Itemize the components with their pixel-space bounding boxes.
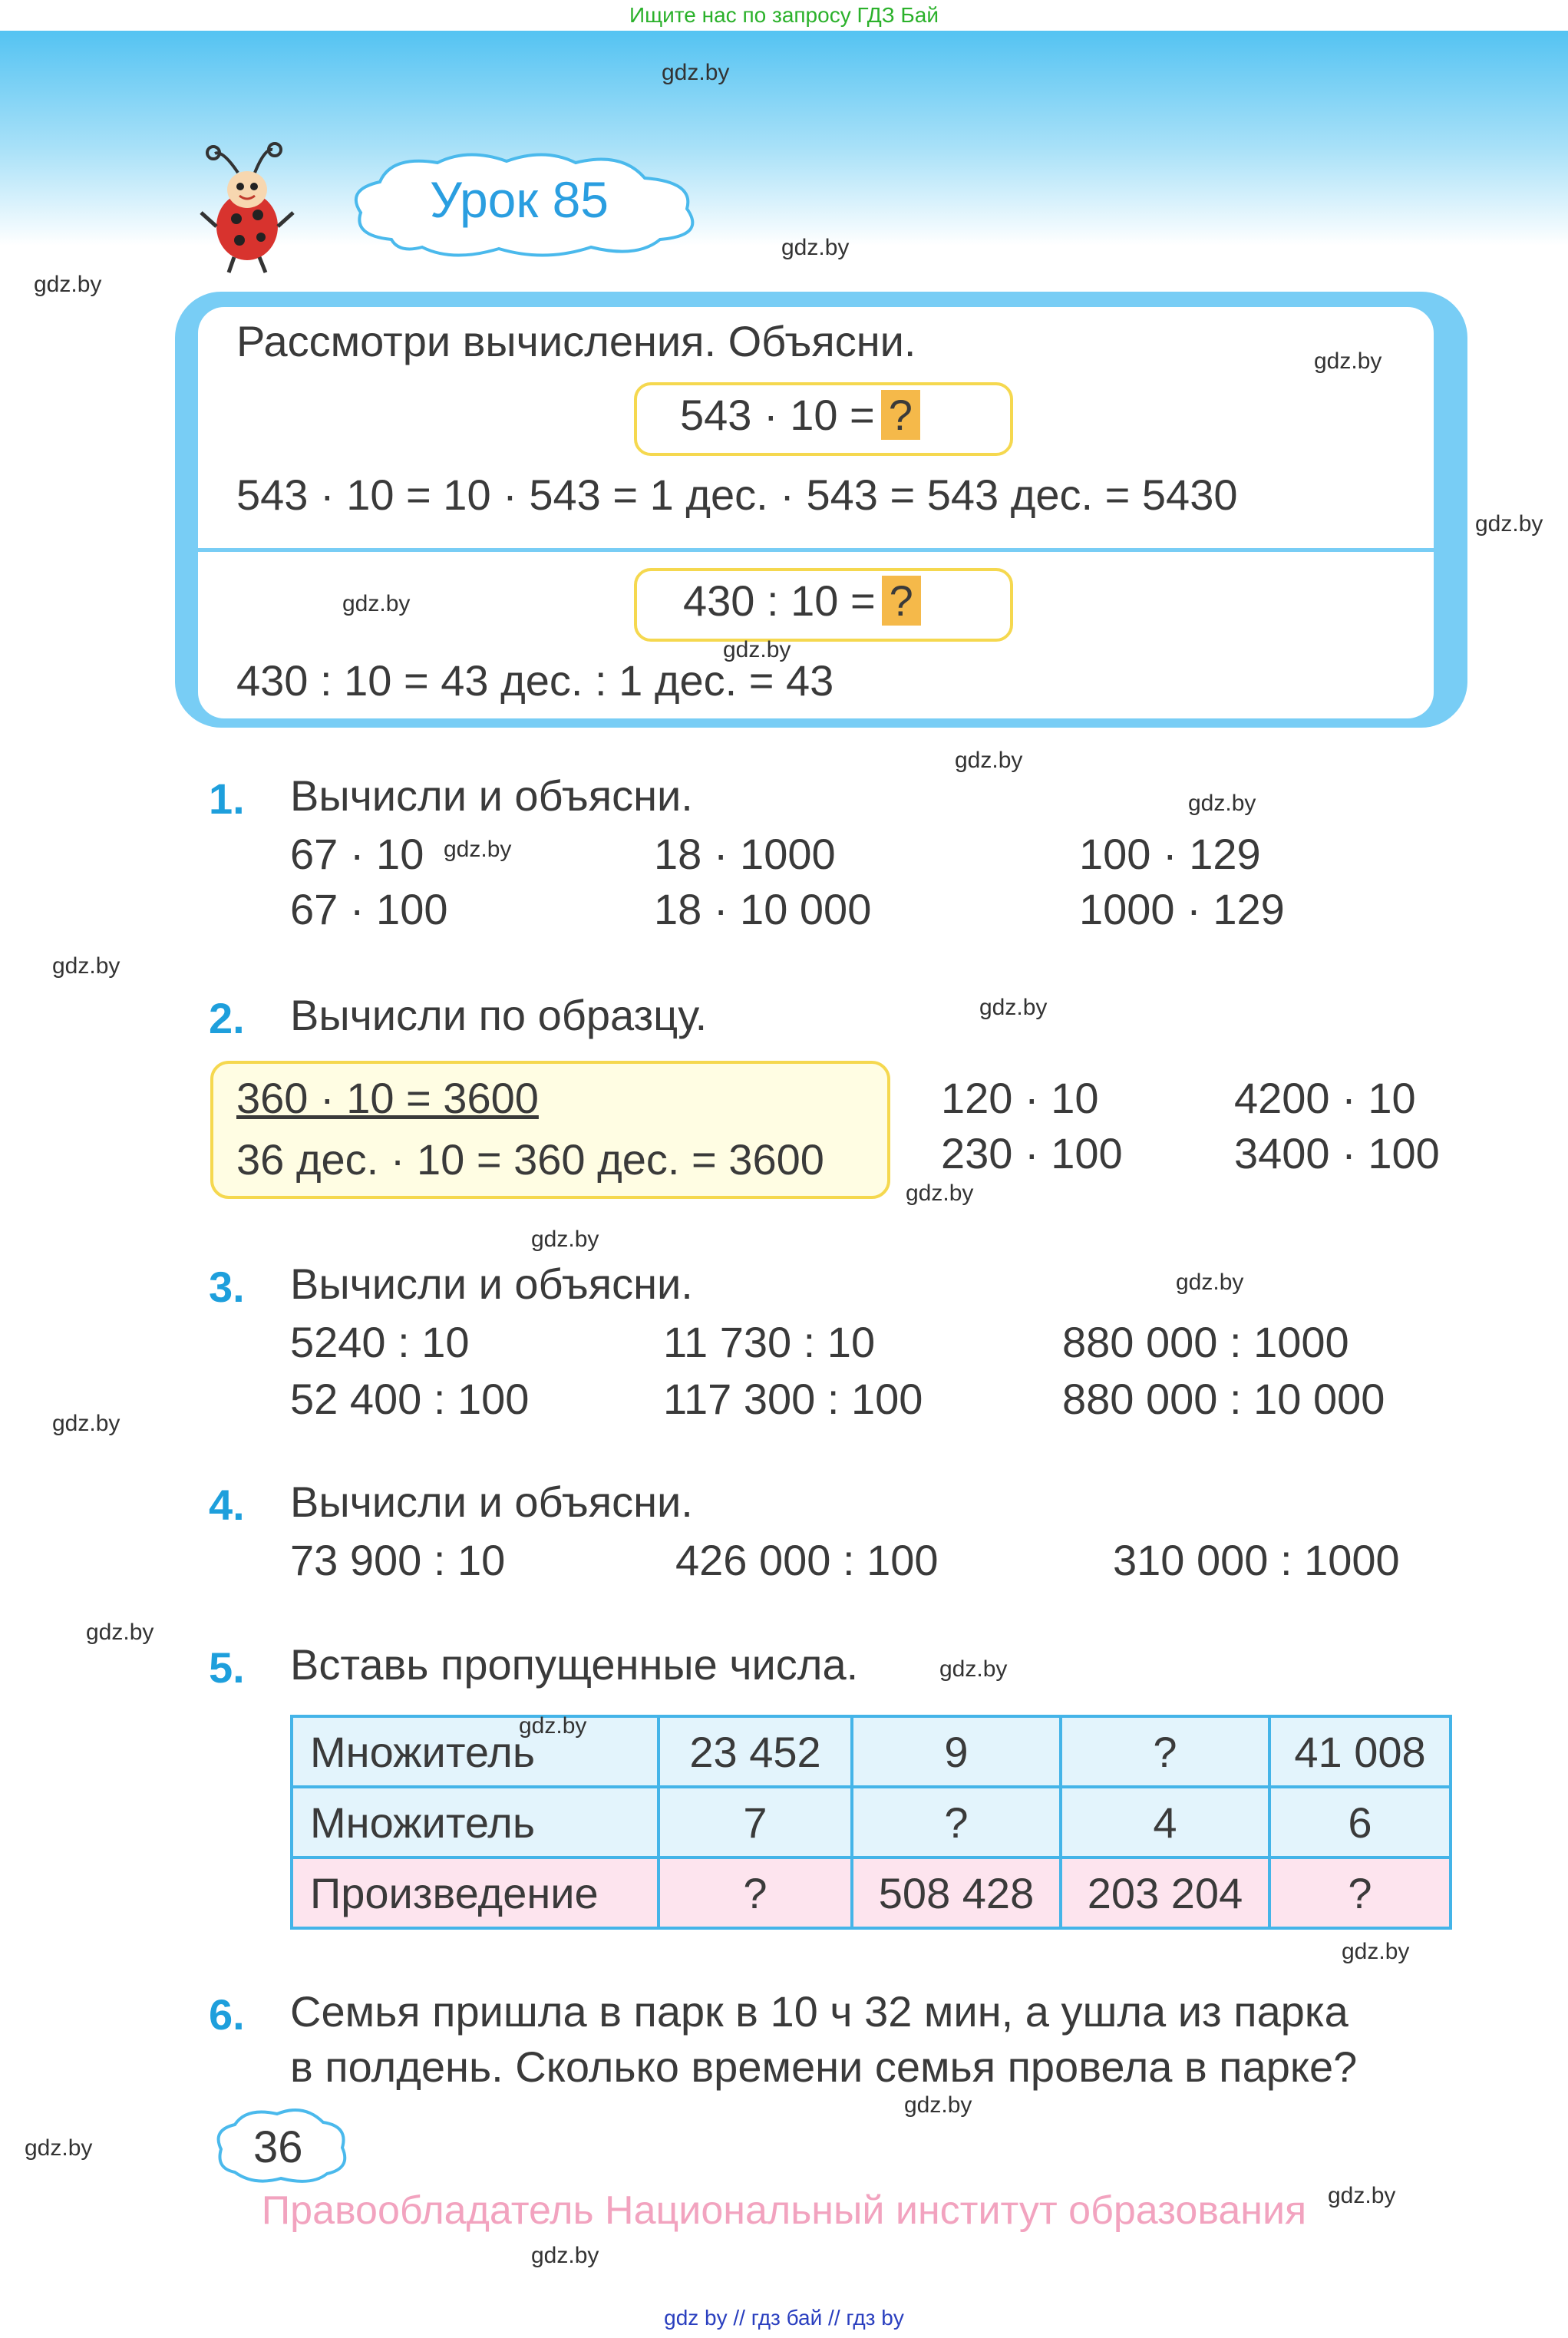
watermark: gdz.by bbox=[955, 748, 1023, 773]
table-row bbox=[292, 1858, 1451, 1928]
task-3-item: 880 000 : 10 000 bbox=[1062, 1375, 1385, 1423]
watermark: gdz.by bbox=[531, 1227, 599, 1252]
task-2-item: 230 · 100 bbox=[941, 1129, 1123, 1177]
task-2-item: 120 · 10 bbox=[941, 1074, 1099, 1122]
task-3-title: Вычисли и объясни. bbox=[290, 1260, 693, 1308]
task-4-item: 73 900 : 10 bbox=[290, 1536, 506, 1584]
task-1-item: 67 · 100 bbox=[290, 885, 448, 933]
task-3-item: 5240 : 10 bbox=[290, 1318, 470, 1366]
example-divide bbox=[683, 576, 921, 626]
bottom-links[interactable]: gdz by // гдз бай // гдз by bbox=[664, 2306, 904, 2330]
task-1-item: 18 · 10 000 bbox=[654, 885, 872, 933]
table-cell: 7 bbox=[659, 1787, 852, 1858]
task-2-sample-line-1: 360 · 10 = 3600 bbox=[236, 1074, 539, 1122]
task-6-line-2: в полдень. Сколько времени семья провела в парке? bbox=[290, 2042, 1358, 2091]
task-1-item: 1000 · 129 bbox=[1079, 885, 1285, 933]
row-header: Произведение bbox=[292, 1858, 659, 1928]
table-cell: ? bbox=[1269, 1858, 1451, 1928]
table-cell: 203 204 bbox=[1061, 1858, 1269, 1928]
unknown-marker: ? bbox=[881, 390, 920, 440]
example-multiply-expr: 543 · 10 = bbox=[680, 391, 875, 439]
task-6-line-1: Семья пришла в парк в 10 ч 32 мин, а ушла из парка bbox=[290, 1987, 1348, 2036]
task-4-item: 426 000 : 100 bbox=[675, 1536, 939, 1584]
copyright-notice: Правообладатель Национальный институт образования bbox=[261, 2188, 1307, 2233]
task-3-item: 880 000 : 1000 bbox=[1062, 1318, 1349, 1366]
task-2-title: Вычисли по образцу. bbox=[290, 991, 708, 1039]
task-3-item: 52 400 : 100 bbox=[290, 1375, 530, 1423]
watermark: gdz.by bbox=[1328, 2183, 1396, 2208]
table-cell: 23 452 bbox=[659, 1716, 852, 1787]
task-1-title: Вычисли и объясни. bbox=[290, 771, 693, 820]
task-2-number: 2. bbox=[209, 994, 245, 1042]
task-2-item: 3400 · 100 bbox=[1234, 1129, 1440, 1177]
table-cell: 508 428 bbox=[852, 1858, 1061, 1928]
example-multiply bbox=[680, 390, 920, 440]
example-divide-expr: 430 : 10 = bbox=[683, 576, 876, 625]
watermark: gdz.by bbox=[34, 272, 102, 297]
page-number: 36 bbox=[253, 2122, 303, 2172]
watermark: gdz.by bbox=[1475, 511, 1543, 537]
table-cell: ? bbox=[659, 1858, 852, 1928]
watermark: gdz.by bbox=[86, 1620, 154, 1645]
lesson-title: Урок 85 bbox=[430, 171, 609, 228]
task-1-item: 18 · 1000 bbox=[654, 830, 836, 878]
watermark: gdz.by bbox=[979, 995, 1048, 1020]
watermark: gdz.by bbox=[52, 953, 120, 979]
task-3-item: 117 300 : 100 bbox=[663, 1375, 923, 1423]
watermark: gdz.by bbox=[906, 1181, 974, 1206]
watermark: gdz.by bbox=[444, 837, 512, 862]
watermark: gdz.by bbox=[52, 1411, 120, 1436]
watermark: gdz.by bbox=[25, 2135, 93, 2161]
table-cell: ? bbox=[852, 1787, 1061, 1858]
table-cell: ? bbox=[1061, 1716, 1269, 1787]
task-3-item: 11 730 : 10 bbox=[663, 1318, 876, 1366]
watermark: gdz.by bbox=[1342, 1939, 1410, 1964]
explanation-line-multiply: 543 · 10 = 10 · 543 = 1 дес. · 543 = 543 дес. = 5430 bbox=[236, 471, 1238, 519]
table-row bbox=[292, 1716, 1451, 1787]
explanation-line-divide: 430 : 10 = 43 дес. : 1 дес. = 43 bbox=[236, 656, 834, 705]
unknown-marker: ? bbox=[882, 576, 921, 626]
task-1-item: 67 · 10 bbox=[290, 830, 424, 878]
explanation-divider bbox=[198, 548, 1434, 552]
task-6-number: 6. bbox=[209, 1990, 245, 2039]
explanation-heading: Рассмотри вычисления. Объясни. bbox=[236, 317, 916, 365]
table-cell: 41 008 bbox=[1269, 1716, 1451, 1787]
watermark: gdz.by bbox=[519, 1713, 587, 1739]
task-5-table bbox=[290, 1715, 1452, 1930]
task-2-sample-line-2: 36 дес. · 10 = 360 дес. = 3600 bbox=[236, 1135, 824, 1184]
task-2-item: 4200 · 10 bbox=[1234, 1074, 1416, 1122]
watermark: gdz.by bbox=[1176, 1270, 1244, 1295]
watermark: gdz.by bbox=[1314, 348, 1382, 374]
top-promo-banner[interactable]: Ищите нас по запросу ГДЗ Бай bbox=[629, 3, 939, 27]
task-1-number: 1. bbox=[209, 774, 245, 823]
task-4-title: Вычисли и объясни. bbox=[290, 1478, 693, 1526]
watermark: gdz.by bbox=[662, 60, 730, 85]
watermark: gdz.by bbox=[342, 591, 411, 616]
watermark: gdz.by bbox=[939, 1656, 1008, 1682]
table-cell: 4 bbox=[1061, 1787, 1269, 1858]
watermark: gdz.by bbox=[904, 2092, 972, 2118]
watermark: gdz.by bbox=[1188, 791, 1256, 816]
watermark: gdz.by bbox=[781, 235, 850, 260]
task-1-item: 100 · 129 bbox=[1079, 830, 1261, 878]
task-4-item: 310 000 : 1000 bbox=[1113, 1536, 1400, 1584]
ladybug-mascot bbox=[192, 142, 299, 276]
row-header: Множитель bbox=[292, 1716, 659, 1787]
table-cell: 6 bbox=[1269, 1787, 1451, 1858]
task-3-number: 3. bbox=[209, 1263, 245, 1311]
watermark: gdz.by bbox=[723, 637, 791, 662]
task-4-number: 4. bbox=[209, 1481, 245, 1529]
table-cell: 9 bbox=[852, 1716, 1061, 1787]
table-row bbox=[292, 1787, 1451, 1858]
watermark: gdz.by bbox=[531, 2243, 599, 2268]
task-5-number: 5. bbox=[209, 1643, 245, 1692]
row-header: Множитель bbox=[292, 1787, 659, 1858]
task-5-title: Вставь пропущенные числа. bbox=[290, 1640, 859, 1689]
